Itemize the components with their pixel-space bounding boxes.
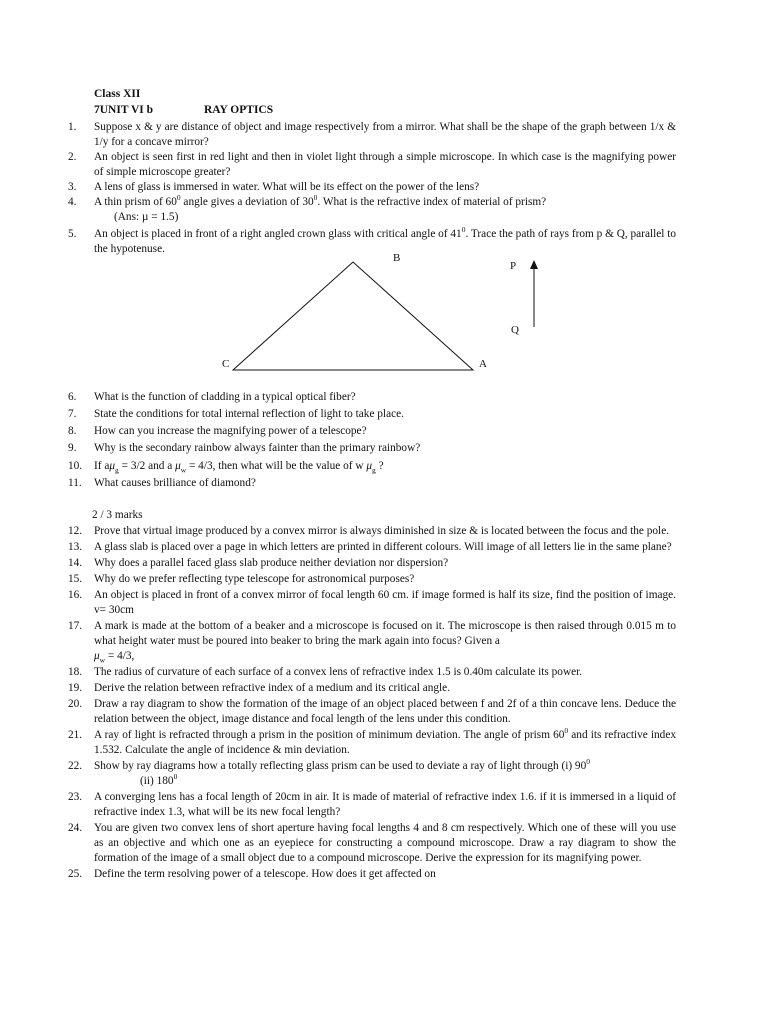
- question-10: 10. If $a\mu_g = 3/2$ and a $\mu_w = 4/3$, then what will be the value of w $\mu_g$ ?: [68, 460, 384, 475]
- prism-triangle: [233, 262, 473, 370]
- question-22: 22. Show by ray diagrams how a totally reflecting glass prism can be used to deviate a ray of light through (i) $90^0$ (ii) $180^0$: [68, 757, 590, 787]
- question-7: 7. State the conditions for total internal reflection of light to take place.: [68, 408, 404, 420]
- question-13: 13. A glass slab is placed over a page in which letters are printed in different colours. Will image of all letters lie in the same plane?: [68, 541, 672, 553]
- class-label: Class XII: [94, 88, 141, 100]
- question-6: 6. What is the function of cladding in a typical optical fiber?: [68, 391, 356, 403]
- answer-text: (Ans: µ = 1.5): [114, 211, 179, 223]
- question-16: 16. An object is placed in front of a convex mirror of focal length 60 cm. if image formed is half its size, find the position of image. v= 30cm: [68, 589, 676, 616]
- question-3: 3. A lens of glass is immersed in water. What will be its effect on the power of the lens?: [68, 181, 480, 193]
- vertex-label-c: C: [222, 358, 230, 371]
- question-21: 21. A ray of light is refracted through a prism in the position of minimum deviation. The angle of prism $60^0$ and its refractive index 1.532. Calculate the angle of incidence & min deviation.: [68, 726, 676, 756]
- question-18: 18. The radius of curvature of each surface of a convex lens of refractive index 1.5 is 0.40m calculate its power.: [68, 666, 583, 678]
- point-label-p: P: [510, 260, 517, 273]
- question-23: 23. A converging lens has a focal length of 20cm in air. It is made of material of refractive index 1.6. if it is immersed in a liquid of refractive index 1.3, what will be its new focal length?: [68, 791, 676, 818]
- question-2: 2. An object is seen first in red light and then in violet light through a simple microscope. In which case is the magnifying power of simple microscope greater?: [68, 151, 676, 178]
- question-9: 9. Why is the secondary rainbow always fainter than the primary rainbow?: [68, 442, 421, 454]
- arrow-up-icon: [530, 260, 538, 269]
- question-1: 1. Suppose x & y are distance of object and image respectively from a mirror. What shall be the shape of the graph between 1/x & 1/y for a concave mirror?: [68, 121, 676, 148]
- question-12: 12. Prove that virtual image produced by a convex mirror is always diminished in size & is located between the focus and the pole.: [68, 525, 670, 537]
- question-20: 20. Draw a ray diagram to show the formation of the image of an object placed between f and 2f of a thin concave lens. Deduce the relation between the object, image distance and focal length of the lens under this condition.: [68, 698, 676, 725]
- question-14: 14. Why does a parallel faced glass slab produce neither deviation nor dispersion?: [68, 557, 449, 569]
- question-11: 11. What causes brilliance of diamond?: [68, 477, 256, 489]
- prism-ray-diagram: [215, 252, 555, 377]
- question-8: 8. How can you increase the magnifying power of a telescope?: [68, 425, 367, 437]
- question-25: 25. Define the term resolving power of a telescope. How does it get affected on: [68, 868, 436, 880]
- question-15: 15. Why do we prefer reflecting type telescope for astronomical purposes?: [68, 573, 415, 585]
- vertex-label-a: A: [479, 358, 487, 371]
- unit-label: 7UNIT VI b: [94, 104, 154, 116]
- question-list-part-1: [68, 120, 676, 257]
- question-19: 19. Derive the relation between refractive index of a medium and its critical angle.: [68, 682, 451, 694]
- section-marks-label: 2 / 3 marks: [92, 509, 143, 521]
- point-label-q: Q: [511, 324, 519, 337]
- topic-label: RAY OPTICS: [204, 104, 274, 116]
- vertex-label-b: B: [393, 252, 401, 265]
- question-list-part-3: [68, 524, 676, 882]
- question-list-part-2: [68, 390, 676, 491]
- question-5: 5. An object is placed in front of a right angled crown glass with critical angle of $41^0$. Trace the path of rays from p & Q, parallel to the hypotenuse.: [68, 225, 677, 255]
- question-24: 24. You are given two convex lens of short aperture having focal lengths 4 and 8 cm respectively. Which one of these will you use as an objective and which one as an eyepiece for constructing a compound microscope. Draw a ray diagram to show the formation of the image of a small object due to a compound microscope. Derive the expression for its magnifying power.: [68, 822, 676, 864]
- question-17: 17. A mark is made at the bottom of a beaker and a microscope is focused on it. The microscope is then raised through 0.015 m to what height water must be poured into beaker to bring the mark again into focus? Given a $\mu_w = 4/3$,: [68, 620, 676, 665]
- question-4: 4. A thin prism of $60^0$ angle gives a deviation of $30^0$. What is the refractive index of material of prism? (Ans: µ = 1.5): [68, 195, 676, 225]
